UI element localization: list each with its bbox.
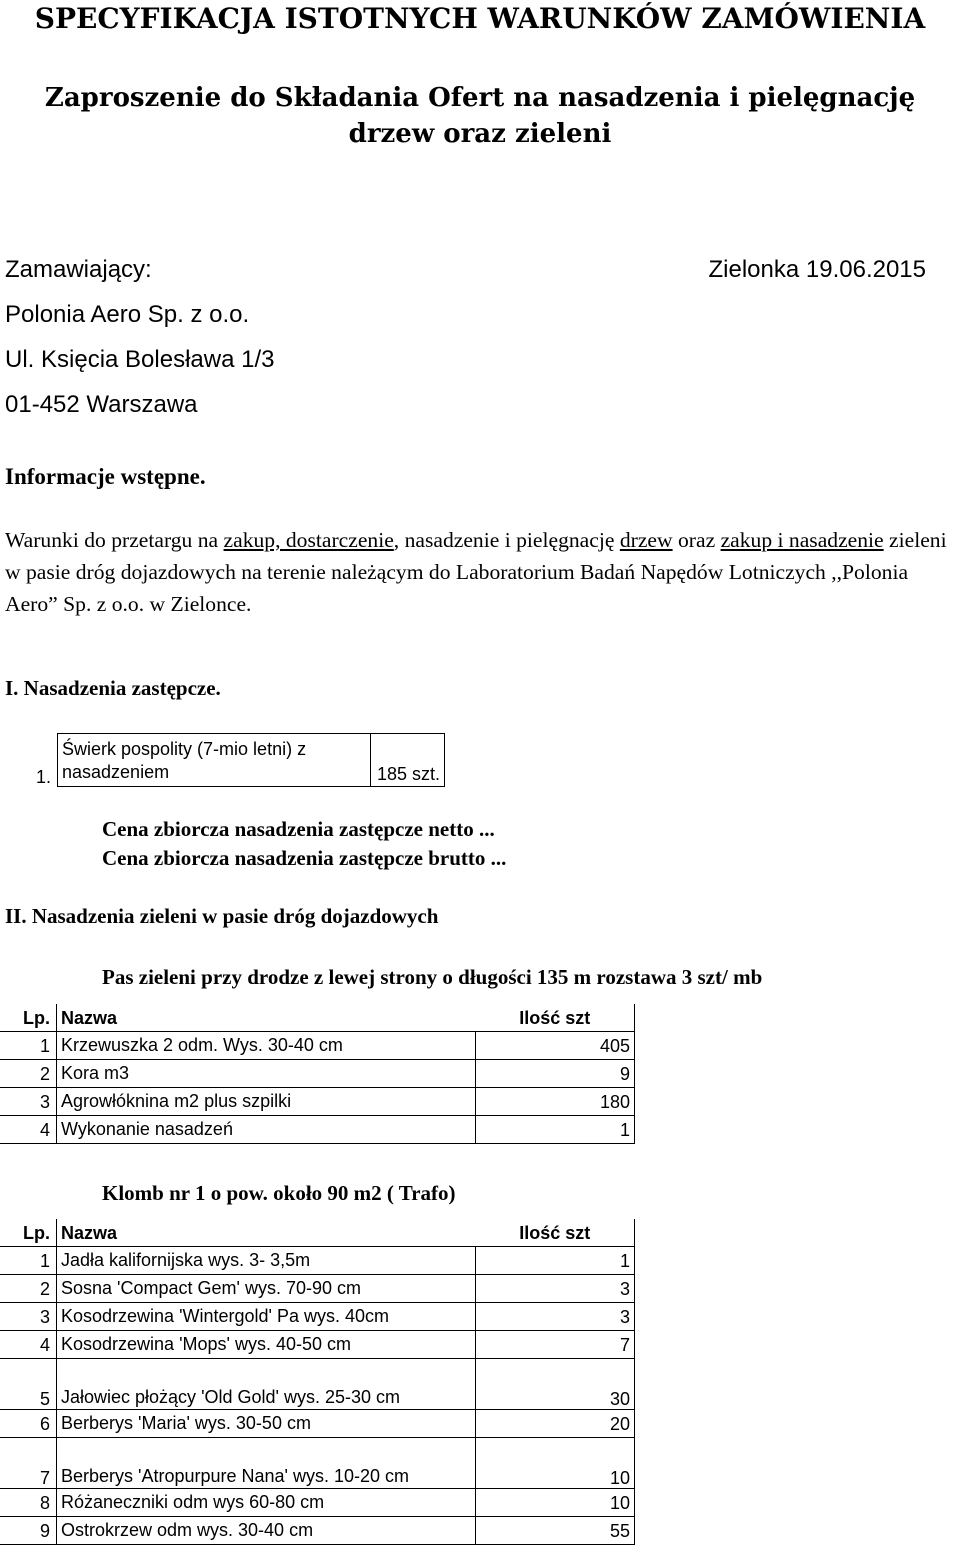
row-name: Ostrokrzew odm wys. 30-40 cm <box>57 1517 476 1545</box>
row-lp: 9 <box>0 1517 57 1545</box>
intro-paragraph: Warunki do przetargu na zakup, dostarczenie, nasadzenie i pielęgnację drzew oraz zakup i nasadzenie zieleni w pasie dróg dojazdowych na terenie należącym do Laboratorium Badań Napędów Lotniczych ,,Polonia Aero” Sp. z o.o. w Zielonce. <box>5 528 947 616</box>
row-qty: 405 <box>476 1032 635 1060</box>
row-qty: 9 <box>476 1060 635 1088</box>
item-name: Świerk pospolity (7-mio letni) z nasadzeniem <box>58 734 371 787</box>
row-qty: 10 <box>476 1438 635 1489</box>
flowerbed-planting-table <box>0 1219 635 1545</box>
column-header-name: Nazwa <box>57 1219 476 1247</box>
orderer-street: Ul. Księcia Bolesława 1/3 <box>5 346 275 373</box>
item-quantity: 185 szt. <box>371 734 445 787</box>
row-name: Kora m3 <box>57 1060 476 1088</box>
row-name: Kosodrzewina 'Wintergold' Pa wys. 40cm <box>57 1303 476 1331</box>
intro-heading: Informacje wstępne. <box>5 464 206 489</box>
orderer-company: Polonia Aero Sp. z o.o. <box>5 301 250 328</box>
net-price-line: Cena zbiorcza nasadzenia zastępcze netto ... <box>102 817 495 841</box>
column-header-qty: Ilość szt <box>476 1219 635 1247</box>
table-row <box>0 1303 635 1331</box>
row-lp: 3 <box>0 1088 57 1116</box>
table-header-row <box>0 1004 635 1032</box>
row-name: Krzewuszka 2 odm. Wys. 30-40 cm <box>57 1032 476 1060</box>
row-name: Wykonanie nasadzeń <box>57 1116 476 1144</box>
section1-heading: I. Nasadzenia zastępcze. <box>5 676 221 700</box>
row-lp: 2 <box>0 1060 57 1088</box>
table-row <box>0 1116 635 1144</box>
column-header-qty: Ilość szt <box>476 1004 635 1032</box>
row-lp: 2 <box>0 1275 57 1303</box>
table-row <box>0 1060 635 1088</box>
table-row <box>0 1438 635 1489</box>
item-number: 1. <box>0 734 58 787</box>
table-row <box>0 1032 635 1060</box>
row-qty: 3 <box>476 1275 635 1303</box>
row-lp: 5 <box>0 1359 57 1410</box>
orderer-city: 01-452 Warszawa <box>5 391 198 418</box>
row-qty: 3 <box>476 1303 635 1331</box>
replacement-planting-table <box>0 733 445 787</box>
row-name: Sosna 'Compact Gem' wys. 70-90 cm <box>57 1275 476 1303</box>
table-row <box>0 1489 635 1517</box>
row-lp: 7 <box>0 1438 57 1489</box>
table-row <box>0 1088 635 1116</box>
row-name: Różaneczniki odm wys 60-80 cm <box>57 1489 476 1517</box>
orderer-label: Zamawiający: <box>5 256 152 283</box>
gross-price-line: Cena zbiorcza nasadzenia zastępcze brutto ... <box>102 846 507 870</box>
row-qty: 30 <box>476 1359 635 1410</box>
table-row <box>0 1275 635 1303</box>
row-name: Berberys 'Maria' wys. 30-50 cm <box>57 1410 476 1438</box>
row-qty: 10 <box>476 1489 635 1517</box>
column-header-lp: Lp. <box>0 1004 57 1032</box>
row-lp: 1 <box>0 1032 57 1060</box>
row-qty: 55 <box>476 1517 635 1545</box>
table-row <box>0 1247 635 1275</box>
document-title: SPECYFIKACJA ISTOTNYCH WARUNKÓW ZAMÓWIENIA <box>34 2 926 35</box>
row-qty: 1 <box>476 1116 635 1144</box>
row-lp: 3 <box>0 1303 57 1331</box>
table-row <box>0 734 445 787</box>
table-row <box>0 1517 635 1545</box>
roadside-planting-table <box>0 1004 635 1144</box>
table-row <box>0 1359 635 1410</box>
table-row <box>0 1331 635 1359</box>
row-qty: 7 <box>476 1331 635 1359</box>
row-lp: 6 <box>0 1410 57 1438</box>
row-name: Jałowiec płożący 'Old Gold' wys. 25-30 cm <box>57 1359 476 1410</box>
row-qty: 1 <box>476 1247 635 1275</box>
table-header-row <box>0 1219 635 1247</box>
row-name: Berberys 'Atropurpure Nana' wys. 10-20 cm <box>57 1438 476 1489</box>
row-lp: 1 <box>0 1247 57 1275</box>
group2-heading: Klomb nr 1 o pow. około 90 m2 ( Trafo) <box>102 1181 456 1205</box>
row-name: Agrowłóknina m2 plus szpilki <box>57 1088 476 1116</box>
table-row <box>0 1410 635 1438</box>
row-name: Jadła kalifornijska wys. 3- 3,5m <box>57 1247 476 1275</box>
section2-heading: II. Nasadzenia zieleni w pasie dróg dojazdowych <box>5 904 439 928</box>
document-subtitle: Zaproszenie do Składania Ofert na nasadzenia i pielęgnację drzew oraz zieleni <box>44 83 916 149</box>
row-name: Kosodrzewina 'Mops' wys. 40-50 cm <box>57 1331 476 1359</box>
document-date: Zielonka 19.06.2015 <box>708 256 926 283</box>
group1-heading: Pas zieleni przy drodze z lewej strony o długości 135 m rozstawa 3 szt/ mb <box>102 965 763 989</box>
row-lp: 4 <box>0 1116 57 1144</box>
row-lp: 4 <box>0 1331 57 1359</box>
row-qty: 180 <box>476 1088 635 1116</box>
row-qty: 20 <box>476 1410 635 1438</box>
column-header-lp: Lp. <box>0 1219 57 1247</box>
row-lp: 8 <box>0 1489 57 1517</box>
column-header-name: Nazwa <box>57 1004 476 1032</box>
